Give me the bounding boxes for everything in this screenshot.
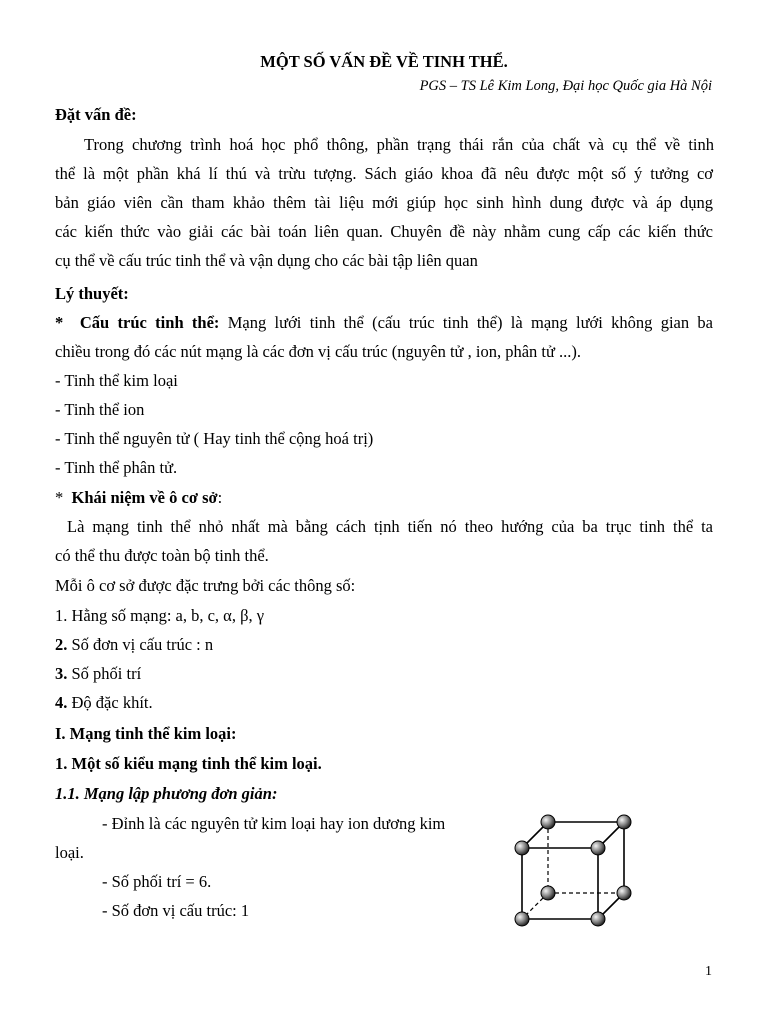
section-1-heading: I. Mạng tinh thể kim loại: — [55, 724, 237, 743]
atom-back-top-right — [617, 815, 631, 829]
param-text-4: Độ đặc khít. — [67, 693, 153, 712]
crystal-type-3: - Tinh thể nguyên tử ( Hay tinh thể cộng hoá trị) — [55, 429, 374, 448]
atom-back-bottom-right — [617, 886, 631, 900]
structure-term: Cấu trúc tinh thể: — [79, 313, 220, 332]
unit-cell-line-2: có thể thu được toàn bộ tinh thể. — [55, 546, 269, 565]
intro-line-2: thể là một phần khá lí thú và trừu tượng. Sách giáo khoa đã nêu được một số ý tưởng cơ — [55, 164, 713, 183]
simple-cubic-lattice-diagram — [508, 810, 638, 930]
param-item-3 — [55, 663, 141, 685]
theory-heading: Lý thuyết: — [55, 284, 129, 303]
param-item-1 — [55, 605, 264, 627]
atom-back-bottom-left — [541, 886, 555, 900]
param-num-4: 4. — [55, 693, 68, 712]
structure-line-2: chiều trong đó các nút mạng là các đơn vị cấu trúc (nguyên tử , ion, phân tử ...). — [55, 342, 582, 361]
author-line: PGS – TS Lê Kim Long, Đại học Quốc gia Hà Nội — [419, 78, 712, 94]
structure-definition: Mạng lưới tinh thể (cấu trúc tinh thể) là mạng lưới không gian ba — [219, 313, 713, 332]
page-number: 1 — [705, 964, 712, 979]
section-1-1-1-heading: 1.1. Mạng lập phương đơn giản: — [55, 784, 278, 803]
atom-back-top-left — [541, 815, 555, 829]
atom-front-top-right — [591, 841, 605, 855]
crystal-type-4: - Tinh thể phân tử. — [55, 458, 178, 477]
crystal-type-2: - Tinh thể ion — [55, 400, 145, 419]
simple-cubic-coordination: - Số phối trí = 6. — [102, 872, 212, 891]
param-text-3: Số phối trí — [67, 664, 142, 683]
simple-cubic-vertex-line: - Đỉnh là các nguyên tử kim loại hay ion dương kim — [102, 814, 446, 833]
param-item-4 — [55, 692, 153, 714]
document-title: MỘT SỐ VẤN ĐỀ VỀ TINH THỂ. — [260, 52, 508, 71]
param-text-2: Số đơn vị cấu trúc : n — [67, 635, 214, 654]
intro-line-3: bản giáo viên cần tham khảo thêm tài liệu mới giúp học sinh hình dung được và áp dụng — [55, 193, 713, 212]
param-num-2: 2. — [55, 635, 68, 654]
intro-heading: Đặt vấn đề: — [55, 105, 137, 124]
simple-cubic-units: - Số đơn vị cấu trúc: 1 — [102, 901, 250, 920]
params-intro: Mỗi ô cơ sở được đặc trưng bởi các thông số: — [55, 576, 356, 595]
unit-cell-heading — [55, 487, 222, 509]
simple-cubic-vertex-cont: loại. — [55, 843, 84, 862]
structure-bullet: * — [55, 313, 64, 332]
param-num-3: 3. — [55, 664, 68, 683]
section-1-1-heading: 1. Một số kiểu mạng tinh thể kim loại. — [55, 754, 322, 773]
unit-cell-bullet: * — [55, 488, 64, 507]
param-num-1: 1. — [55, 606, 68, 625]
unit-cell-colon: : — [217, 488, 223, 507]
intro-line-4: các kiến thức vào giải các bài toán liên quan. Chuyên đề này nhằm cung cấp các kiến thức — [55, 222, 713, 241]
atom-front-bottom-left — [515, 912, 529, 926]
param-item-2 — [55, 634, 213, 656]
crystal-type-1: - Tinh thể kim loại — [55, 371, 178, 390]
structure-line-1 — [55, 312, 713, 334]
atom-front-bottom-right — [591, 912, 605, 926]
param-text-1: Hằng số mạng: a, b, c, α, β, γ — [67, 606, 265, 625]
atom-front-top-left — [515, 841, 529, 855]
intro-line-5: cụ thể về cấu trúc tinh thể và vận dụng cho các bài tập liên quan — [55, 251, 478, 270]
unit-cell-term: Khái niệm về ô cơ sở — [71, 488, 218, 507]
unit-cell-line-1: Là mạng tinh thể nhỏ nhất mà bằng cách tịnh tiến nó theo hướng của ba trục tinh thể ta — [67, 517, 713, 536]
intro-line-1: Trong chương trình hoá học phổ thông, phần trạng thái rắn của chất và cụ thể về tinh — [84, 135, 714, 154]
